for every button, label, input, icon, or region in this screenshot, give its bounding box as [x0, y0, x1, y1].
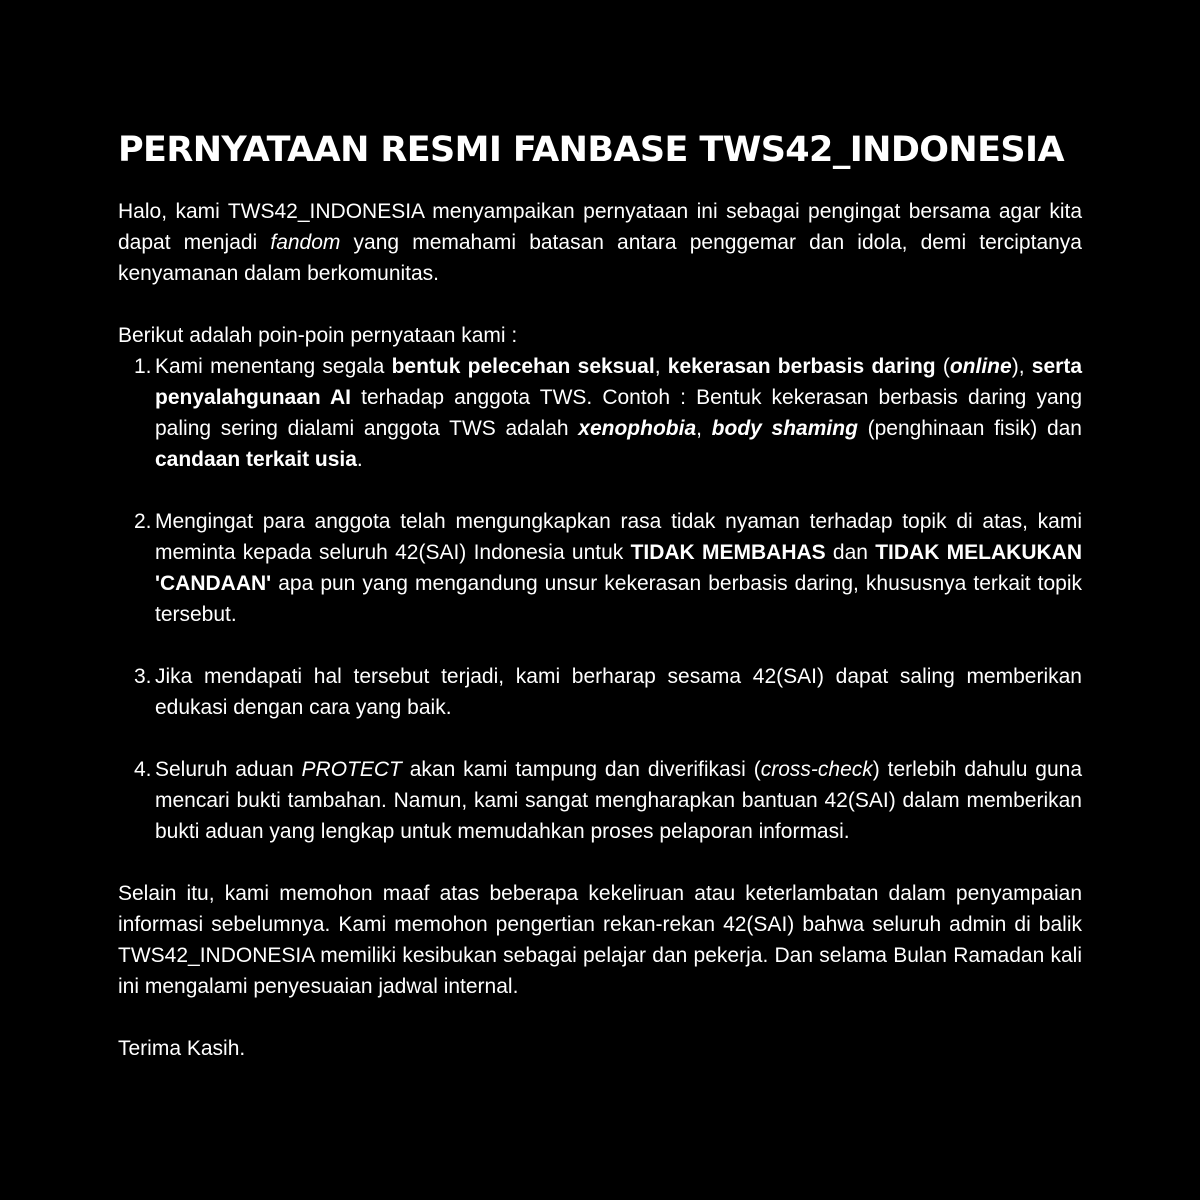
point-text: ) terlebih dahulu guna mencari bukti tambahan. Namun, kami sangat mengharapkan bantuan 42(SAI) dalam memberikan bukti aduan yang lengkap untuk memudahkan proses pelaporan informasi. [155, 758, 1082, 843]
point-text: ( [935, 355, 950, 378]
list-item-point-2 [118, 506, 1082, 630]
point-text: dan [825, 541, 876, 564]
point-emphasis: candaan terkait usia [155, 448, 357, 471]
point-number: 2. [134, 510, 152, 533]
page-title: PERNYATAAN RESMI FANBASE TWS42_INDONESIA [118, 130, 1064, 170]
points-lead-text: Berikut adalah poin-poin pernyataan kami : [118, 324, 518, 347]
statement-document [118, 126, 1082, 1064]
point-text: terhadap anggota TWS. Contoh : Bentuk kekerasan berbasis daring yang paling sering dialami anggota TWS adalah [155, 386, 1082, 440]
point-text: akan kami tampung dan diverifikasi ( [401, 758, 761, 781]
point-emphasis-italic: xenophobia [578, 417, 697, 440]
point-text: , [654, 355, 668, 378]
point-emphasis-italic: body shaming [711, 417, 858, 440]
point-text: (penghinaan fisik) dan [857, 417, 1082, 440]
sign-off: Terima Kasih. [118, 1037, 246, 1060]
statement-points-list [118, 351, 1082, 847]
point-text: . [356, 448, 363, 471]
point-number: 3. [134, 665, 152, 688]
closing-paragraph: Selain itu, kami memohon maaf atas beberapa kekeliruan atau keterlambatan dalam penyampaian informasi sebelumnya. Kami memohon pengertian rekan-rekan 42(SAI) bahwa seluruh admin di balik TWS42_INDONESIA memiliki kesibukan sebagai pelajar dan pekerja. Dan selama Bulan Ramadan kali ini mengalami penyesuaian jadwal internal. [118, 882, 1082, 998]
intro-text-3: yang memahami batasan antara penggemar dan idola, demi terciptanya kenyamanan dalam berkomunitas. [118, 231, 1082, 285]
list-item-point-4 [118, 754, 1082, 847]
point-text: , [696, 417, 712, 440]
intro-text-1: Halo, kami TWS42_INDONESIA menyampaikan pernyataan ini sebagai pengingat bersama agar kita dapat menjadi [118, 200, 1082, 254]
point-text: Kami menentang segala [155, 355, 392, 378]
point-emphasis: serta penyalahgunaan AI [155, 355, 1082, 409]
point-italic-term: PROTECT [301, 758, 402, 781]
point-text: apa pun yang mengandung unsur kekerasan berbasis daring, khususnya terkait topik tersebut. [155, 572, 1082, 626]
point-number: 1. [134, 355, 152, 378]
point-number: 4. [134, 758, 152, 781]
point-emphasis: TIDAK MEMBAHAS [630, 541, 826, 564]
list-item-point-1 [118, 351, 1082, 475]
point-italic-term: cross-check [760, 758, 873, 781]
point-text: Jika mendapati hal tersebut terjadi, kami berharap sesama 42(SAI) dapat saling memberikan edukasi dengan cara yang baik. [155, 665, 1082, 719]
point-emphasis: kekerasan berbasis daring [667, 355, 936, 378]
point-emphasis-italic: online [949, 355, 1012, 378]
intro-paragraph [118, 196, 1082, 289]
point-text: ), [1011, 355, 1032, 378]
point-text: Seluruh aduan [155, 758, 302, 781]
point-emphasis: TIDAK MELAKUKAN 'CANDAAN' [155, 541, 1082, 595]
list-item-point-3 [118, 661, 1082, 723]
point-text: Mengingat para anggota telah mengungkapkan rasa tidak nyaman terhadap topik di atas, kami meminta kepada seluruh 42(SAI) Indonesia untuk [155, 510, 1082, 564]
point-emphasis: bentuk pelecehan seksual [391, 355, 655, 378]
intro-fandom-term: fandom [270, 231, 341, 254]
